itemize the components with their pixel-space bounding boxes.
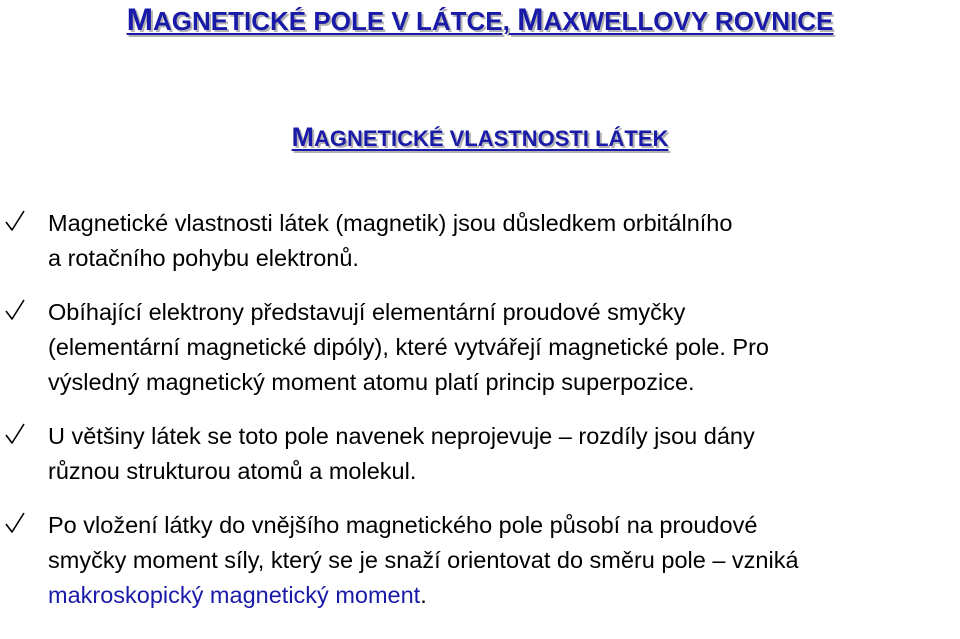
bullet-4-line-2: smyčky moment síly, který se je snaží orientovat do směru pole – vzniká [48,547,799,573]
checkmark-icon [4,511,26,535]
checkmark-icon [4,422,26,446]
title-part-2: AXWELLOVY ROVNICE [543,6,834,36]
bullet-4-line-1: Po vložení látky do vnějšího magnetického pole působí na proudové [48,512,758,538]
bullet-3-line-2: různou strukturou atomů a molekul. [48,458,417,484]
subtitle-initial: M [291,122,314,152]
bullet-1-line-1: Magnetické vlastnosti látek (magnetik) jsou důsledkem orbitálního [48,210,733,236]
bullet-2-line-3: výsledný magnetický moment atomu platí princip superpozice. [48,369,695,395]
highlighted-term: makroskopický magnetický moment [48,582,421,608]
bullet-item-3 [0,419,960,489]
checkmark-icon [4,298,26,322]
bullet-2-line-1: Obíhající elektrony představují elementární proudové smyčky [48,299,686,325]
checkmark-icon [4,209,26,233]
bullet-2-line-2: (elementární magnetické dipóly), které vytvářejí magnetické pole. Pro [48,334,769,360]
bullet-4-line-3 [48,578,960,613]
subtitle-rest: AGNETICKÉ VLASTNOSTI LÁTEK [313,126,669,151]
page-title [0,2,960,38]
bullet-item-1 [0,206,960,276]
section-subtitle [0,122,960,154]
bullet-1-line-2: a rotačního pohybu elektronů. [48,245,359,271]
title-part-1: AGNETICKÉ POLE V LÁTCE, [153,6,518,36]
bullet-item-4 [0,508,960,613]
title-initial-1: M [126,1,154,37]
bullet-3-line-1: U většiny látek se toto pole navenek neprojevuje – rozdíly jsou dány [48,423,755,449]
title-initial-2: M [517,1,544,37]
bullet-4-tail: . [420,582,427,608]
bullet-item-2 [0,295,960,400]
bullet-list [0,206,960,613]
